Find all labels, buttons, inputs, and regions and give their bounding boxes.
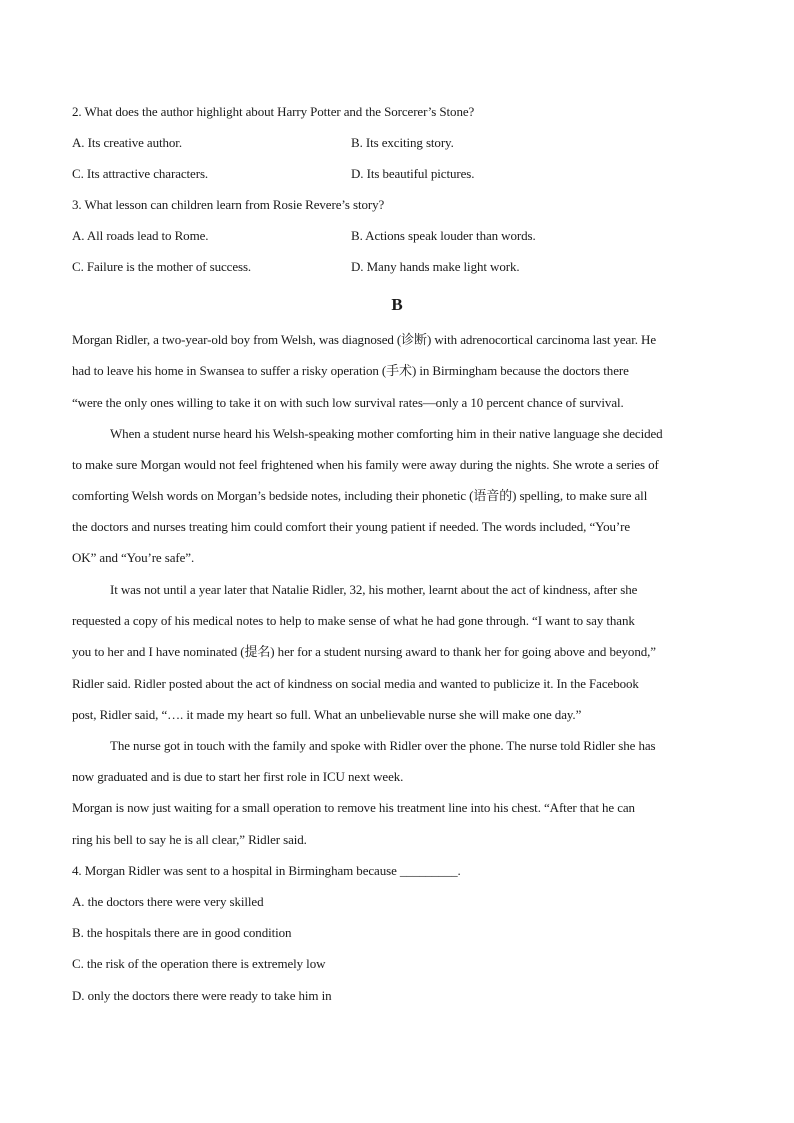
passage-line: When a student nurse heard his Welsh-speaking mother comforting him in their native language she decided <box>110 426 663 441</box>
question-4-option-b: B. the hospitals there are in good condition <box>72 925 292 940</box>
passage-line: now graduated and is due to start her first role in ICU next week. <box>72 769 404 784</box>
passage-line: to make sure Morgan would not feel frightened when his family were away during the nights. She wrote a series of <box>72 457 659 472</box>
passage-line: Ridler said. Ridler posted about the act of kindness on social media and wanted to publicize it. In the Facebook <box>72 676 639 691</box>
section-b-heading: B <box>391 295 403 314</box>
question-4-option-a: A. the doctors there were very skilled <box>72 894 264 909</box>
question-2-option-b: B. Its exciting story. <box>351 135 454 150</box>
question-2-option-d: D. Its beautiful pictures. <box>351 166 475 181</box>
passage-line: It was not until a year later that Natalie Ridler, 32, his mother, learnt about the act of kindness, after she <box>110 582 638 597</box>
passage-line: post, Ridler said, “…. it made my heart so full. What an unbelievable nurse she will make one day.” <box>72 707 582 722</box>
passage-line: had to leave his home in Swansea to suffer a risky operation (手术) in Birmingham because the doctors there <box>72 363 629 378</box>
question-2-stem: 2. What does the author highlight about Harry Potter and the Sorcerer’s Stone? <box>72 104 475 119</box>
passage-line: comforting Welsh words on Morgan’s bedside notes, including their phonetic (语音的) spelling, to make sure all <box>72 488 648 503</box>
question-3-option-a: A. All roads lead to Rome. <box>72 228 209 243</box>
passage-line: Morgan is now just waiting for a small operation to remove his treatment line into his chest. “After that he can <box>72 800 635 815</box>
passage-line: “were the only ones willing to take it on with such low survival rates—only a 10 percent chance of survival. <box>72 395 624 410</box>
passage-line: The nurse got in touch with the family and spoke with Ridler over the phone. The nurse told Ridler she has <box>110 738 656 753</box>
question-3-stem: 3. What lesson can children learn from Rosie Revere’s story? <box>72 197 385 212</box>
passage-line: requested a copy of his medical notes to help to make sense of what he had gone through. “I want to say thank <box>72 613 635 628</box>
passage-line: the doctors and nurses treating him could comfort their young patient if needed. The words included, “You’re <box>72 519 631 534</box>
passage-line: ring his bell to say he is all clear,” Ridler said. <box>72 832 307 847</box>
question-3-option-b: B. Actions speak louder than words. <box>351 228 536 243</box>
question-3-option-c: C. Failure is the mother of success. <box>72 259 252 274</box>
question-2-option-c: C. Its attractive characters. <box>72 166 209 181</box>
question-2-option-a: A. Its creative author. <box>72 135 182 150</box>
passage-line: Morgan Ridler, a two-year-old boy from Welsh, was diagnosed (诊断) with adrenocortical carcinoma last year. He <box>72 332 656 347</box>
question-4-option-c: C. the risk of the operation there is extremely low <box>72 956 326 971</box>
passage-line: OK” and “You’re safe”. <box>72 550 195 565</box>
question-3-option-d: D. Many hands make light work. <box>351 259 520 274</box>
passage-line: you to her and I have nominated (提名) her for a student nursing award to thank her for going above and beyond,” <box>72 644 656 659</box>
question-4-stem: 4. Morgan Ridler was sent to a hospital in Birmingham because _________. <box>72 863 461 878</box>
question-4-option-d: D. only the doctors there were ready to take him in <box>72 988 332 1003</box>
